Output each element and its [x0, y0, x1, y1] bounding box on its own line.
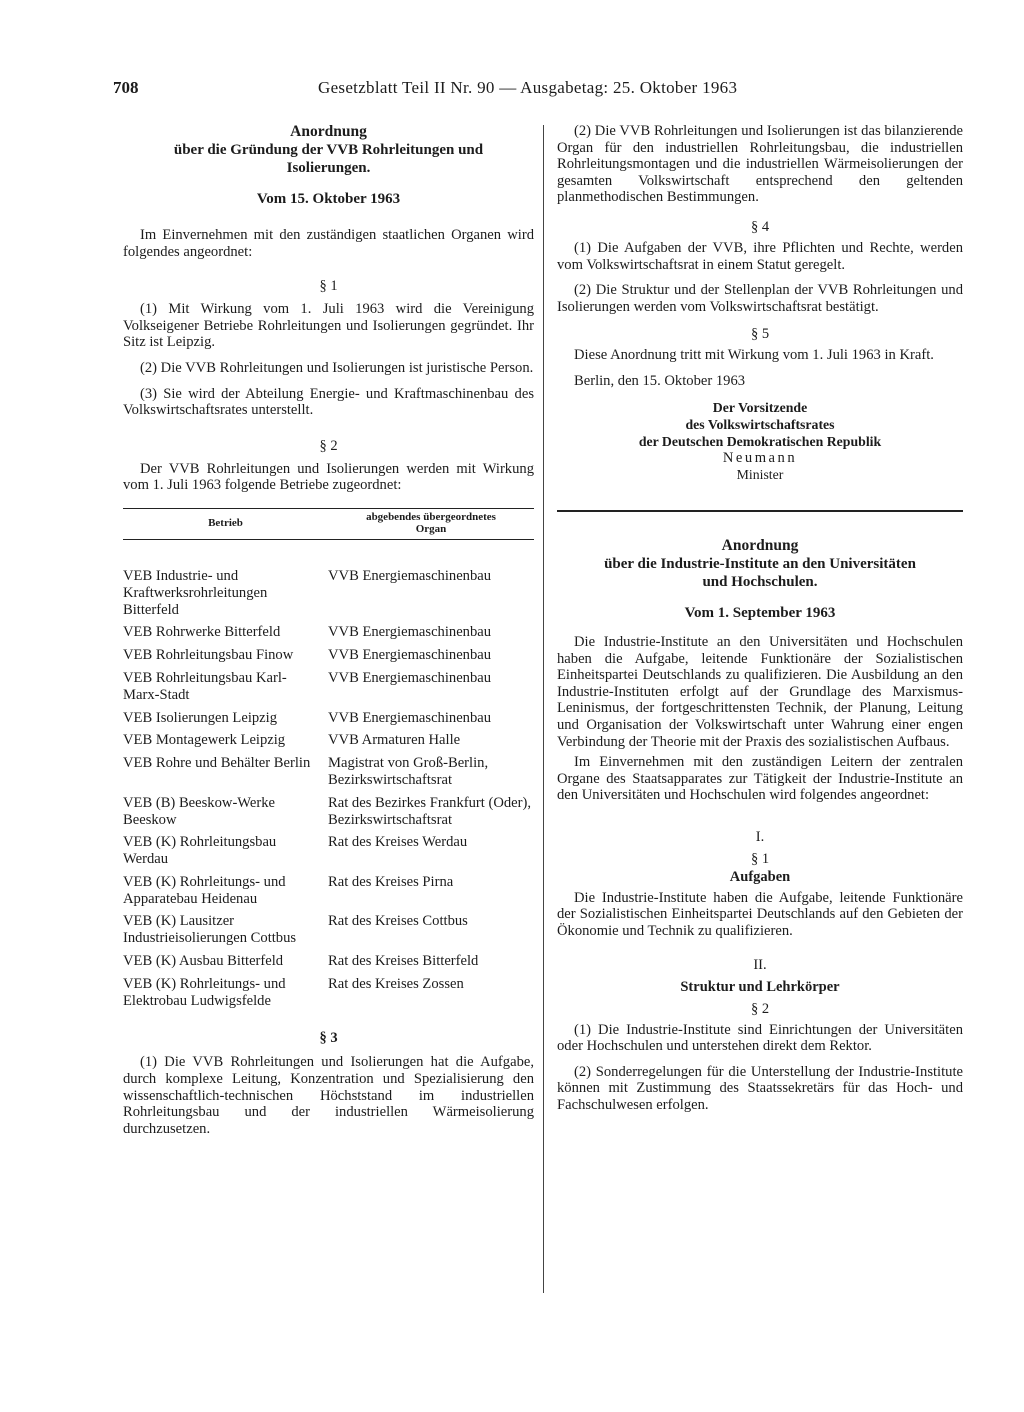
cell-betrieb: VEB Montagewerk Leipzig	[123, 732, 286, 749]
cell-betrieb: VEB Rohre und Behälter Berlin	[123, 755, 311, 772]
page-number: 708	[113, 78, 139, 97]
cell-betrieb: VEB Rohrleitungsbau Finow	[123, 647, 294, 664]
section-title: Struktur und Lehrkörper	[680, 978, 840, 995]
decree-subtitle-line: über die Gründung der VVB Rohrleitungen und	[173, 142, 484, 158]
signatory-title: Minister	[736, 466, 784, 482]
intro-paragraph: Im Einvernehmen mit den zuständigen staatlichen Organen wird folgendes angeordnet:	[123, 227, 534, 260]
table-row	[123, 755, 534, 795]
cell-betrieb: VEB Rohrwerke Bitterfeld	[123, 624, 281, 641]
page-header	[113, 78, 776, 106]
paragraph: (2) Die VVB Rohrleitungen und Isolierungen ist juristische Person.	[140, 359, 534, 376]
cell-betrieb: VEB (K) Rohrleitungs- und Apparatebau Heidenau	[123, 873, 286, 907]
part-heading: II.	[753, 956, 767, 973]
table-row	[123, 953, 534, 976]
betriebe-table	[123, 508, 534, 1016]
table-row	[123, 976, 534, 1016]
table-row	[123, 834, 534, 874]
column-divider	[543, 125, 544, 1293]
table-row	[123, 710, 534, 733]
table-row	[123, 670, 534, 710]
header-title: Gesetzblatt Teil II Nr. 90 — Ausgabetag: 25. Oktober 1963	[318, 78, 738, 97]
signature-line: des Volkswirtschaftsrates	[685, 416, 835, 432]
decree-subtitle-line: über die Industrie-Institute an den Universitäten	[604, 555, 916, 572]
paragraph: (1) Die Aufgaben der VVB, ihre Pflichten und Rechte, werden vom Volkswirtschaftsrat in einem Statut geregelt.	[557, 239, 963, 273]
cell-organ: Rat des Kreises Werdau	[328, 834, 468, 851]
part-heading: I.	[755, 828, 765, 845]
cell-organ: VVB Energiemaschinenbau	[328, 624, 492, 641]
cell-organ: VVB Energiemaschinenbau	[328, 709, 492, 726]
right-column	[557, 123, 963, 1114]
cell-organ: VVB Energiemaschinenbau	[328, 647, 492, 664]
signature-line: der Deutschen Demokratischen Republik	[638, 433, 882, 449]
section-heading: § 1	[750, 850, 770, 867]
cell-organ: Rat des Kreises Bitterfeld	[328, 953, 479, 970]
paragraph: (1) Mit Wirkung vom 1. Juli 1963 wird die Vereinigung Volkseigener Betriebe Rohrleitungen und Isolierungen gegründet. Ihr Sitz ist Leipzig.	[123, 301, 534, 351]
signature-line: Der Vorsitzende	[712, 399, 808, 415]
cell-betrieb: VEB Industrie- und Kraftwerksrohrleitungen Bitterfeld	[123, 567, 268, 618]
cell-betrieb: VEB (K) Rohrleitungs- und Elektrobau Ludwigsfelde	[123, 975, 286, 1009]
table-body	[123, 539, 534, 1015]
cell-organ: VVB Energiemaschinenbau	[328, 669, 492, 686]
cell-organ: VVB Energiemaschinenbau	[328, 567, 492, 584]
paragraph: (1) Die Industrie-Institute sind Einrichtungen der Universitäten oder Hochschulen und unterstehen direkt dem Rektor.	[557, 1021, 963, 1055]
section-heading: § 2	[319, 437, 338, 454]
section-heading: § 3	[319, 1030, 338, 1047]
decree-date: Vom 15. Oktober 1963	[256, 191, 401, 207]
section-separator	[557, 510, 963, 512]
cell-betrieb: VEB (K) Rohrleitungsbau Werdau	[123, 834, 277, 868]
section-heading: § 1	[319, 278, 338, 295]
cell-betrieb: VEB (K) Ausbau Bitterfeld	[123, 953, 284, 970]
section-title: Aufgaben	[729, 868, 791, 885]
cell-betrieb: VEB Isolierungen Leipzig	[123, 709, 278, 726]
table-row	[123, 874, 534, 914]
table-header-row	[123, 508, 534, 539]
decree-date: Vom 1. September 1963	[684, 604, 836, 621]
cell-organ: Magistrat von Groß-Berlin, Bezirkswirtschaftsrat	[328, 755, 489, 788]
table-row	[123, 624, 534, 647]
table-row	[123, 732, 534, 755]
cell-organ: Rat des Kreises Zossen	[328, 975, 464, 992]
column-header-betrieb: Betrieb	[208, 516, 243, 529]
cell-organ: VVB Armaturen Halle	[328, 732, 461, 749]
signatory-name: Neumann	[722, 449, 798, 466]
cell-betrieb: VEB (K) Lausitzer Industrieisolierungen Cottbus	[123, 913, 297, 947]
section-heading: § 2	[750, 1000, 770, 1017]
intro-paragraph: Im Einvernehmen mit den zuständigen Leitern der zentralen Organe des Staatsapparates zur Tätigkeit der Industrie-Institute an den Universitäten und Hochschulen wird folgendes angeordnet:	[557, 754, 963, 804]
intro-paragraph: Die Industrie-Institute an den Universitäten und Hochschulen haben die Aufgabe, leitende Funktionäre der Sozialistischen Einheitspartei Deutschlands zu qualifizieren. Die Ausbildung an den Industrie-Instituten erfolgt auf der Grundlage des Marxismus-Leninismus, der fortgeschrittensten Technik, der Planung, Leitung und Organisation der Volkswirtschaft unter Wahrung einer engen Verbindung der Theorie mit der Praxis des sozialistischen Aufbaus.	[557, 633, 963, 750]
column-header-organ-line: abgebendes übergeordnetes	[366, 510, 496, 523]
decree-subtitle-line: und Hochschulen.	[702, 573, 818, 590]
decree-title: Anordnung	[290, 123, 367, 140]
paragraph: (2) Sonderregelungen für die Unterstellung der Industrie-Institute können mit Zustimmung des Staatssekretärs für das Hoch- und Fachschulwesen erfolgen.	[557, 1063, 963, 1114]
paragraph: Die Industrie-Institute haben die Aufgabe, leitende Funktionäre der Sozialistischen Einheitspartei Deutschlands auf den Gebieten der Ökonomie und Technik zu qualifizieren.	[557, 889, 963, 940]
table-row	[123, 647, 534, 670]
cell-organ: Rat des Kreises Pirna	[328, 873, 454, 890]
left-column	[123, 123, 534, 1137]
table-row	[123, 539, 534, 624]
section-heading: § 5	[750, 326, 770, 343]
paragraph: (1) Die VVB Rohrleitungen und Isolierungen hat die Aufgabe, durch komplexe Leitung, Konzentration und Spezialisierung den wissenschaftlich-technischen Höchststand im industriellen Rohrleitungsbau und der industriellen Wärmeisolierung durchzusetzen.	[123, 1054, 534, 1137]
decree-title: Anordnung	[721, 536, 799, 554]
paragraph: (2) Die Struktur und der Stellenplan der VVB Rohrleitungen und Isolierungen werden vom Volkswirtschaftsrat bestätigt.	[557, 282, 963, 315]
column-header-organ-line: Organ	[415, 522, 447, 535]
place-date: Berlin, den 15. Oktober 1963	[574, 372, 746, 389]
decree-subtitle-line: Isolierungen.	[286, 160, 371, 176]
paragraph: Diese Anordnung tritt mit Wirkung vom 1. Juli 1963 in Kraft.	[574, 347, 934, 364]
paragraph: Der VVB Rohrleitungen und Isolierungen werden mit Wirkung vom 1. Juli 1963 folgende Betriebe zugeordnet:	[123, 460, 534, 494]
cell-organ: Rat des Kreises Cottbus	[328, 913, 468, 930]
table-row	[123, 795, 534, 835]
cell-betrieb: VEB (B) Beeskow-Werke Beeskow	[123, 794, 276, 828]
paragraph: (2) Die VVB Rohrleitungen und Isolierungen ist das bilanzierende Organ für den industriellen Rohrleitungsbau, die industriellen Rohrleitungsmontagen und die industriellen Wärmeisolierungen der gesamten Volkswirtschaft entsprechend den geltenden planmethodischen Bestimmungen.	[557, 123, 963, 206]
column-header-organ	[328, 508, 534, 539]
cell-organ: Rat des Bezirkes Frankfurt (Oder), Bezirkswirtschaftsrat	[328, 794, 532, 828]
cell-betrieb: VEB Rohrleitungsbau Karl-Marx-Stadt	[123, 669, 287, 703]
table-row	[123, 913, 534, 953]
paragraph: (3) Sie wird der Abteilung Energie- und Kraftmaschinenbau des Volkswirtschaftsrates unterstellt.	[123, 385, 534, 419]
section-heading: § 4	[750, 218, 770, 235]
